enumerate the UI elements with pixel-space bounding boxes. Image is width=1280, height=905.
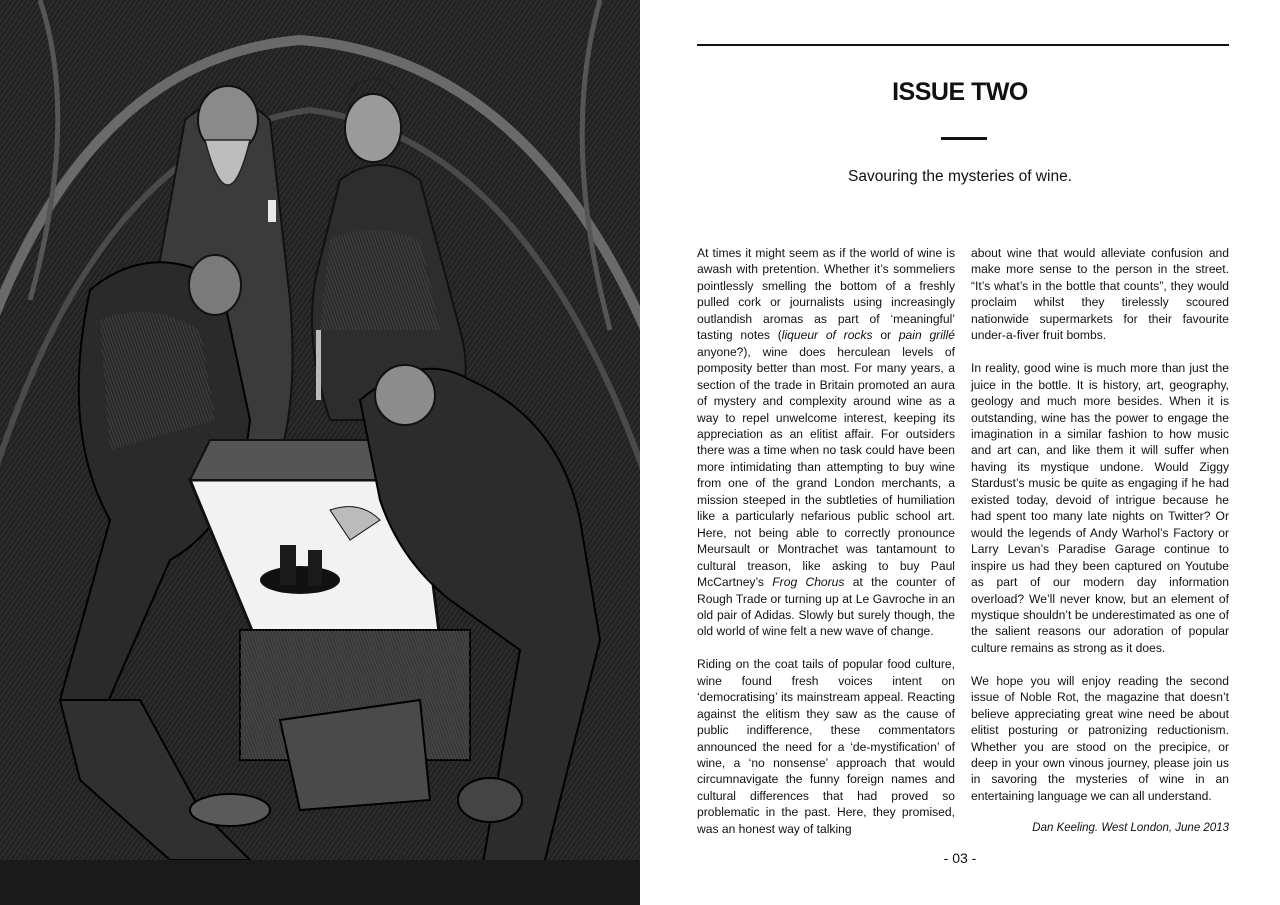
page-subtitle: Savouring the mysteries of wine. (848, 168, 1072, 185)
title-underline (941, 137, 987, 140)
editorial-page (640, 0, 1280, 905)
paragraph-1: At times it might seem as if the world of wine is awash with pretention. Whether it’s sommeliers pointlessly smelling the bottom of a freshly pulled cork or journalists using increasingly outlandish aromas as part of ‘meaningful’ tasting notes (liqueur of rocks or pain grillé anyone?), wine does herculean levels of pomposity better than most. For many years, a section of the trade in Britain promoted an aura of mystery and complexity around wine as a way to repel unwelcome interest, keeping its appreciation as an elitist affair. For outsiders there was a time when no task could have been more intimidating than attempting to buy wine from one of the grand London merchants, a mission steeped in the subtleties of humiliation like a particularly nefarious public school art. Here, not being able to correctly pronounce Meursault or Montrachet was tantamount to cultural treason, like asking to buy Paul McCartney’s Frog Chorus at the counter of Rough Trade or turning up at Le Gavroche in an old pair of Adidas. Slowly but surely though, the old world of wine felt a new wave of change. (697, 246, 956, 639)
page-number: - 03 - (943, 850, 977, 866)
page-title: ISSUE TWO (892, 78, 1028, 106)
paragraph-5: We hope you will enjoy reading the second issue of Noble Rot, the magazine that doesn’t believe appreciating great wine need be about elitist posturing or patronizing reductionism. Whether you are stood on the precipice, or deep in your own vinous journey, please join us in savoring the mysteries of wine in an entertaining language we can all understand. (971, 673, 1229, 803)
paragraph-3: about wine that would alleviate confusion and make more sense to the person in the street. “It’s what’s in the bottle that counts”, they would proclaim whilst they tirelessly scoured nationwide supermarkets for their favourite under-a-fiver fruit bombs. (971, 246, 1229, 343)
text-column-left (697, 245, 955, 854)
top-divider (697, 44, 1229, 46)
text-column-right (971, 245, 1229, 821)
paragraph-2: Riding on the coat tails of popular food culture, wine found fresh voices intent on ‘democratising’ its mainstream appeal. Reacting against the elitism they saw as the cause of public indifference, these commentators announced the need for a ‘de-mystification’ of wine, a ‘no nonsense’ approach that would circumnavigate the funny foreign names and cultural differences that had proved so problematic in the past. Here, they promised, was an honest way of talking (697, 657, 955, 836)
author-signature: Dan Keeling. West London, June 2013 (1032, 822, 1229, 834)
paragraph-4: In reality, good wine is much more than just the juice in the bottle. It is history, art, geography, geology and much more besides. When it is outstanding, wine has the power to engage the imagination in a similar fashion to how music and art can, and like them it will suffer when having its mystique undone. Would Ziggy Stardust’s music be quite as engaging if he had existed today, devoid of intrigue because he had spent too many late nights on Twitter? Or would the legends of Andy Warhol’s Factory or Larry Levan’s Paradise Garage continue to inspire us had they been captured on Youtube as part of our modern day information overload? We’ll never know, but an element of mystique shouldn’t be underestimated as one of the salient reasons our adoration of popular culture remains as strong as it does. (971, 361, 1229, 655)
